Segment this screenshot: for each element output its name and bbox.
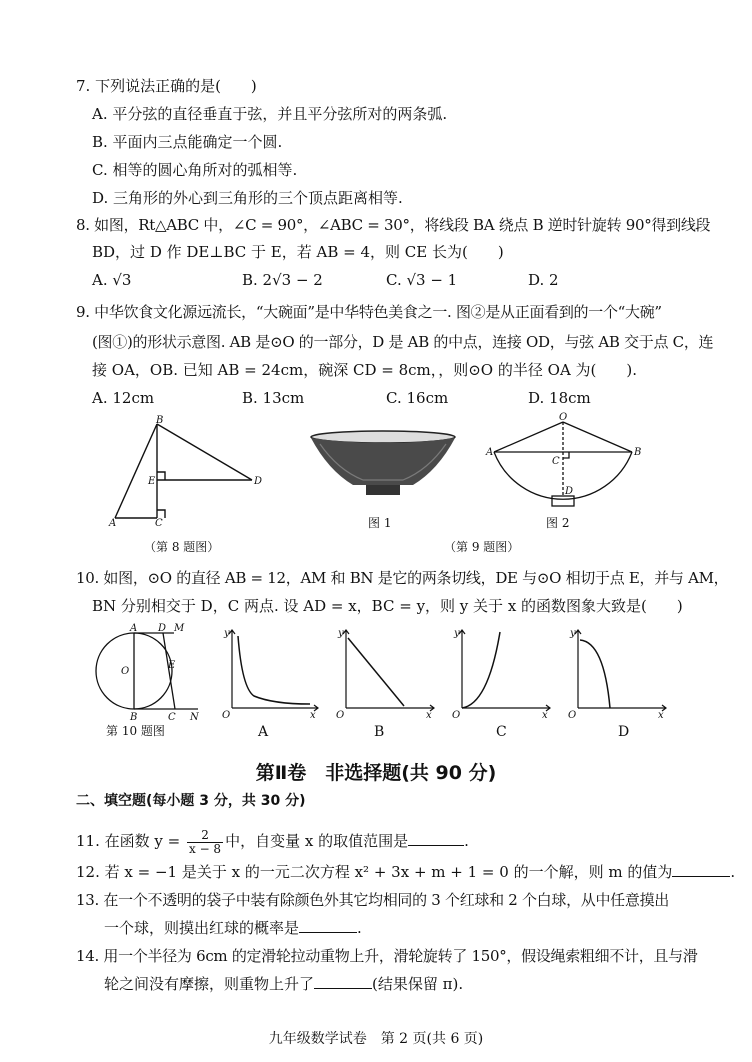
- svg-text:y: y: [570, 628, 576, 639]
- q12: [76, 862, 735, 882]
- svg-text:y: y: [338, 628, 344, 639]
- graph-label-c: C: [496, 724, 507, 740]
- graph-option-b: [334, 624, 444, 720]
- section-2-subtitle: 二、填空题(每小题 3 分，共 30 分): [76, 793, 306, 809]
- svg-text:x: x: [310, 710, 316, 721]
- q11-denominator: x − 8: [188, 841, 222, 856]
- q14-text: 轮之间没有摩擦，则重物上升了: [104, 975, 315, 993]
- q7-stem: 7. 下列说法正确的是( ): [76, 77, 257, 95]
- svg-text:O: O: [121, 666, 130, 677]
- svg-text:x: x: [542, 710, 548, 721]
- svg-text:D: D: [565, 486, 574, 497]
- q11-numerator: 2: [187, 829, 223, 843]
- svg-text:O: O: [452, 710, 461, 721]
- section-2-title: 第Ⅱ卷 非选择题(共 90 分): [255, 762, 497, 784]
- q7-option-d: D. 三角形的外心到三角形的三个顶点距离相等.: [92, 189, 403, 207]
- q14-answer-blank[interactable]: [314, 974, 372, 989]
- q11: [76, 826, 469, 856]
- figure-q10-circle: [94, 622, 214, 722]
- q14-line1: 14. 用一个半径为 6cm 的定滑轮拉动重物上升，滑轮旋转了 150°，假设绳索粗细不计，且与滑: [76, 947, 698, 965]
- svg-text:E: E: [168, 660, 176, 671]
- svg-text:x: x: [658, 710, 664, 721]
- q8-option-c: C. √3 − 1: [386, 271, 458, 289]
- figure-q8-caption: （第 8 题图）: [144, 540, 220, 554]
- svg-text:E: E: [148, 476, 156, 487]
- svg-text:x: x: [426, 710, 432, 721]
- figure-q10-caption: 第 10 题图: [106, 724, 165, 738]
- q12-end: .: [730, 863, 736, 881]
- bowl-photo-image: [308, 430, 458, 505]
- q8-line2: BD，过 D 作 DE⊥BC 于 E，若 AB = 4，则 CE 长为( ): [92, 243, 504, 261]
- q8-line1: 8. 如图，Rt△ABC 中，∠C = 90°，∠ABC = 30°，将线段 BA 绕点 B 逆时针旋转 90°得到线段: [76, 216, 711, 234]
- q7-option-c: C. 相等的圆心角所对的弧相等.: [92, 161, 298, 179]
- graph-label-d: D: [618, 724, 630, 740]
- graph-label-b: B: [374, 724, 385, 740]
- svg-text:O: O: [559, 412, 568, 423]
- svg-text:C: C: [155, 518, 163, 529]
- q9-option-b: B. 13cm: [242, 389, 305, 407]
- q13-end: .: [357, 919, 362, 937]
- q13-line1: 13. 在一个不透明的袋子中装有除颜色外其它均相同的 3 个红球和 2 个白球，从中任意摸出: [76, 891, 669, 909]
- svg-text:O: O: [222, 710, 231, 721]
- q12-answer-blank[interactable]: [672, 862, 730, 877]
- q9-option-d: D. 18cm: [528, 389, 591, 407]
- graph-label-a: A: [258, 724, 269, 740]
- q7-option-a: A. 平分弦的直径垂直于弦，并且平分弦所对的两条弧.: [92, 105, 448, 123]
- svg-text:C: C: [168, 712, 176, 723]
- figure-2-label: 图 2: [546, 516, 570, 530]
- figure-q9-bowl-diagram: [484, 412, 644, 512]
- svg-text:D: D: [254, 476, 263, 487]
- q8-option-b: B. 2√3 − 2: [242, 271, 323, 289]
- svg-text:M: M: [174, 623, 185, 634]
- q12-text: 12. 若 x = −1 是关于 x 的一元二次方程 x² + 3x + m + 1 = 0 的一个解，则 m 的值为: [76, 863, 673, 881]
- q11-suffix: 中，自变量 x 的取值范围是: [225, 832, 409, 850]
- q10-line2: BN 分别相交于 D，C 两点. 设 AD = x，BC = y，则 y 关于 x 的函数图象大致是( ): [92, 597, 683, 615]
- page-footer: 九年级数学试卷 第 2 页(共 6 页): [268, 1031, 484, 1047]
- svg-text:A: A: [109, 518, 117, 529]
- q13-line2: [104, 918, 362, 938]
- q11-fraction: [187, 829, 223, 856]
- q10-line1: 10. 如图，⊙O 的直径 AB = 12，AM 和 BN 是它的两条切线，DE 与⊙O 相切于点 E，并与 AM，: [76, 569, 729, 587]
- q11-prefix: 11. 在函数 y =: [76, 832, 181, 850]
- q13-text: 一个球，则摸出红球的概率是: [104, 919, 300, 937]
- q9-line2: (图①)的形状示意图. AB 是⊙O 的一部分，D 是 AB 的中点，连接 OD，与弦 AB 交于点 C，连: [92, 333, 714, 351]
- q13-answer-blank[interactable]: [299, 918, 357, 933]
- q8-option-d: D. 2: [528, 271, 559, 289]
- svg-text:C: C: [552, 456, 560, 467]
- svg-text:B: B: [130, 712, 138, 723]
- svg-text:D: D: [158, 623, 167, 634]
- graph-option-c: [450, 624, 560, 720]
- graph-option-a: [218, 624, 328, 720]
- figure-q8-triangle: [100, 414, 280, 534]
- figure-1-label: 图 1: [368, 516, 392, 530]
- svg-text:A: A: [486, 447, 494, 458]
- q9-option-a: A. 12cm: [92, 389, 155, 407]
- q14-end: (结果保留 π).: [372, 975, 464, 993]
- svg-text:y: y: [454, 628, 460, 639]
- svg-text:O: O: [336, 710, 345, 721]
- svg-text:O: O: [568, 710, 577, 721]
- q14-line2: [104, 974, 463, 994]
- figure-q9-caption: （第 9 题图）: [444, 540, 520, 554]
- q9-option-c: C. 16cm: [386, 389, 449, 407]
- svg-text:B: B: [156, 415, 164, 426]
- q8-option-a: A. √3: [92, 271, 132, 289]
- svg-text:N: N: [190, 712, 199, 723]
- q11-end: .: [464, 832, 469, 850]
- svg-text:y: y: [224, 628, 230, 639]
- graph-option-d: [566, 624, 676, 720]
- q11-answer-blank[interactable]: [408, 831, 464, 846]
- q9-line1: 9. 中华饮食文化源远流长，“大碗面”是中华特色美食之一. 图②是从正面看到的一个“大碗”: [76, 303, 662, 321]
- svg-text:A: A: [130, 623, 138, 634]
- q9-line3: 接 OA，OB. 已知 AB = 24cm，碗深 CD = 8cm，，则⊙O 的半径 OA 为( ).: [92, 361, 638, 379]
- svg-text:B: B: [634, 447, 642, 458]
- q7-option-b: B. 平面内三点能确定一个圆.: [92, 133, 283, 151]
